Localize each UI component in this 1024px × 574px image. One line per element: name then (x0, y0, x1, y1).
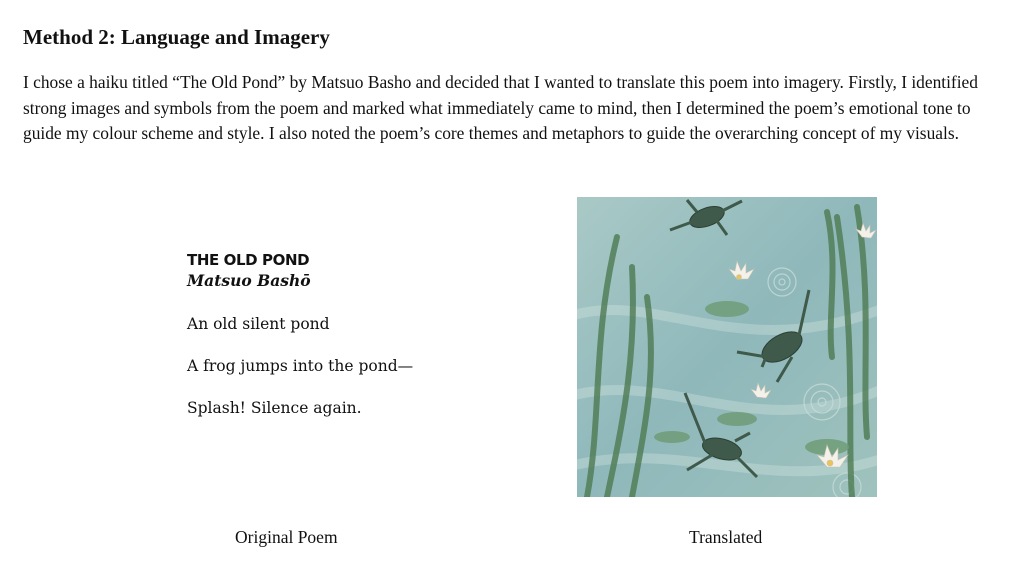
poem-line-2: A frog jumps into the pond— (187, 357, 414, 375)
poem-block (187, 250, 487, 417)
poem-author: Matsuo Bashō (187, 271, 311, 290)
intro-paragraph: I chose a haiku titled “The Old Pond” by Matsuo Basho and decided that I wanted to translate this poem into imagery. Firstly, I identified strong images and symbols from the poem and marked what immediately came to mind, then I determined the poem’s emotional tone to guide my colour scheme and style. I also noted the poem’s core themes and metaphors to guide the overarching concept of my visuals. (23, 72, 978, 143)
caption-original-poem: Original Poem (235, 527, 338, 547)
poem-title: THE OLD POND (187, 251, 310, 269)
section-heading: Method 2: Language and Imagery (23, 25, 330, 49)
poem-line-1: An old silent pond (187, 315, 330, 333)
pond-artwork-image (577, 197, 877, 497)
caption-translated: Translated (689, 527, 763, 547)
poem-line-3: Splash! Silence again. (187, 399, 362, 417)
